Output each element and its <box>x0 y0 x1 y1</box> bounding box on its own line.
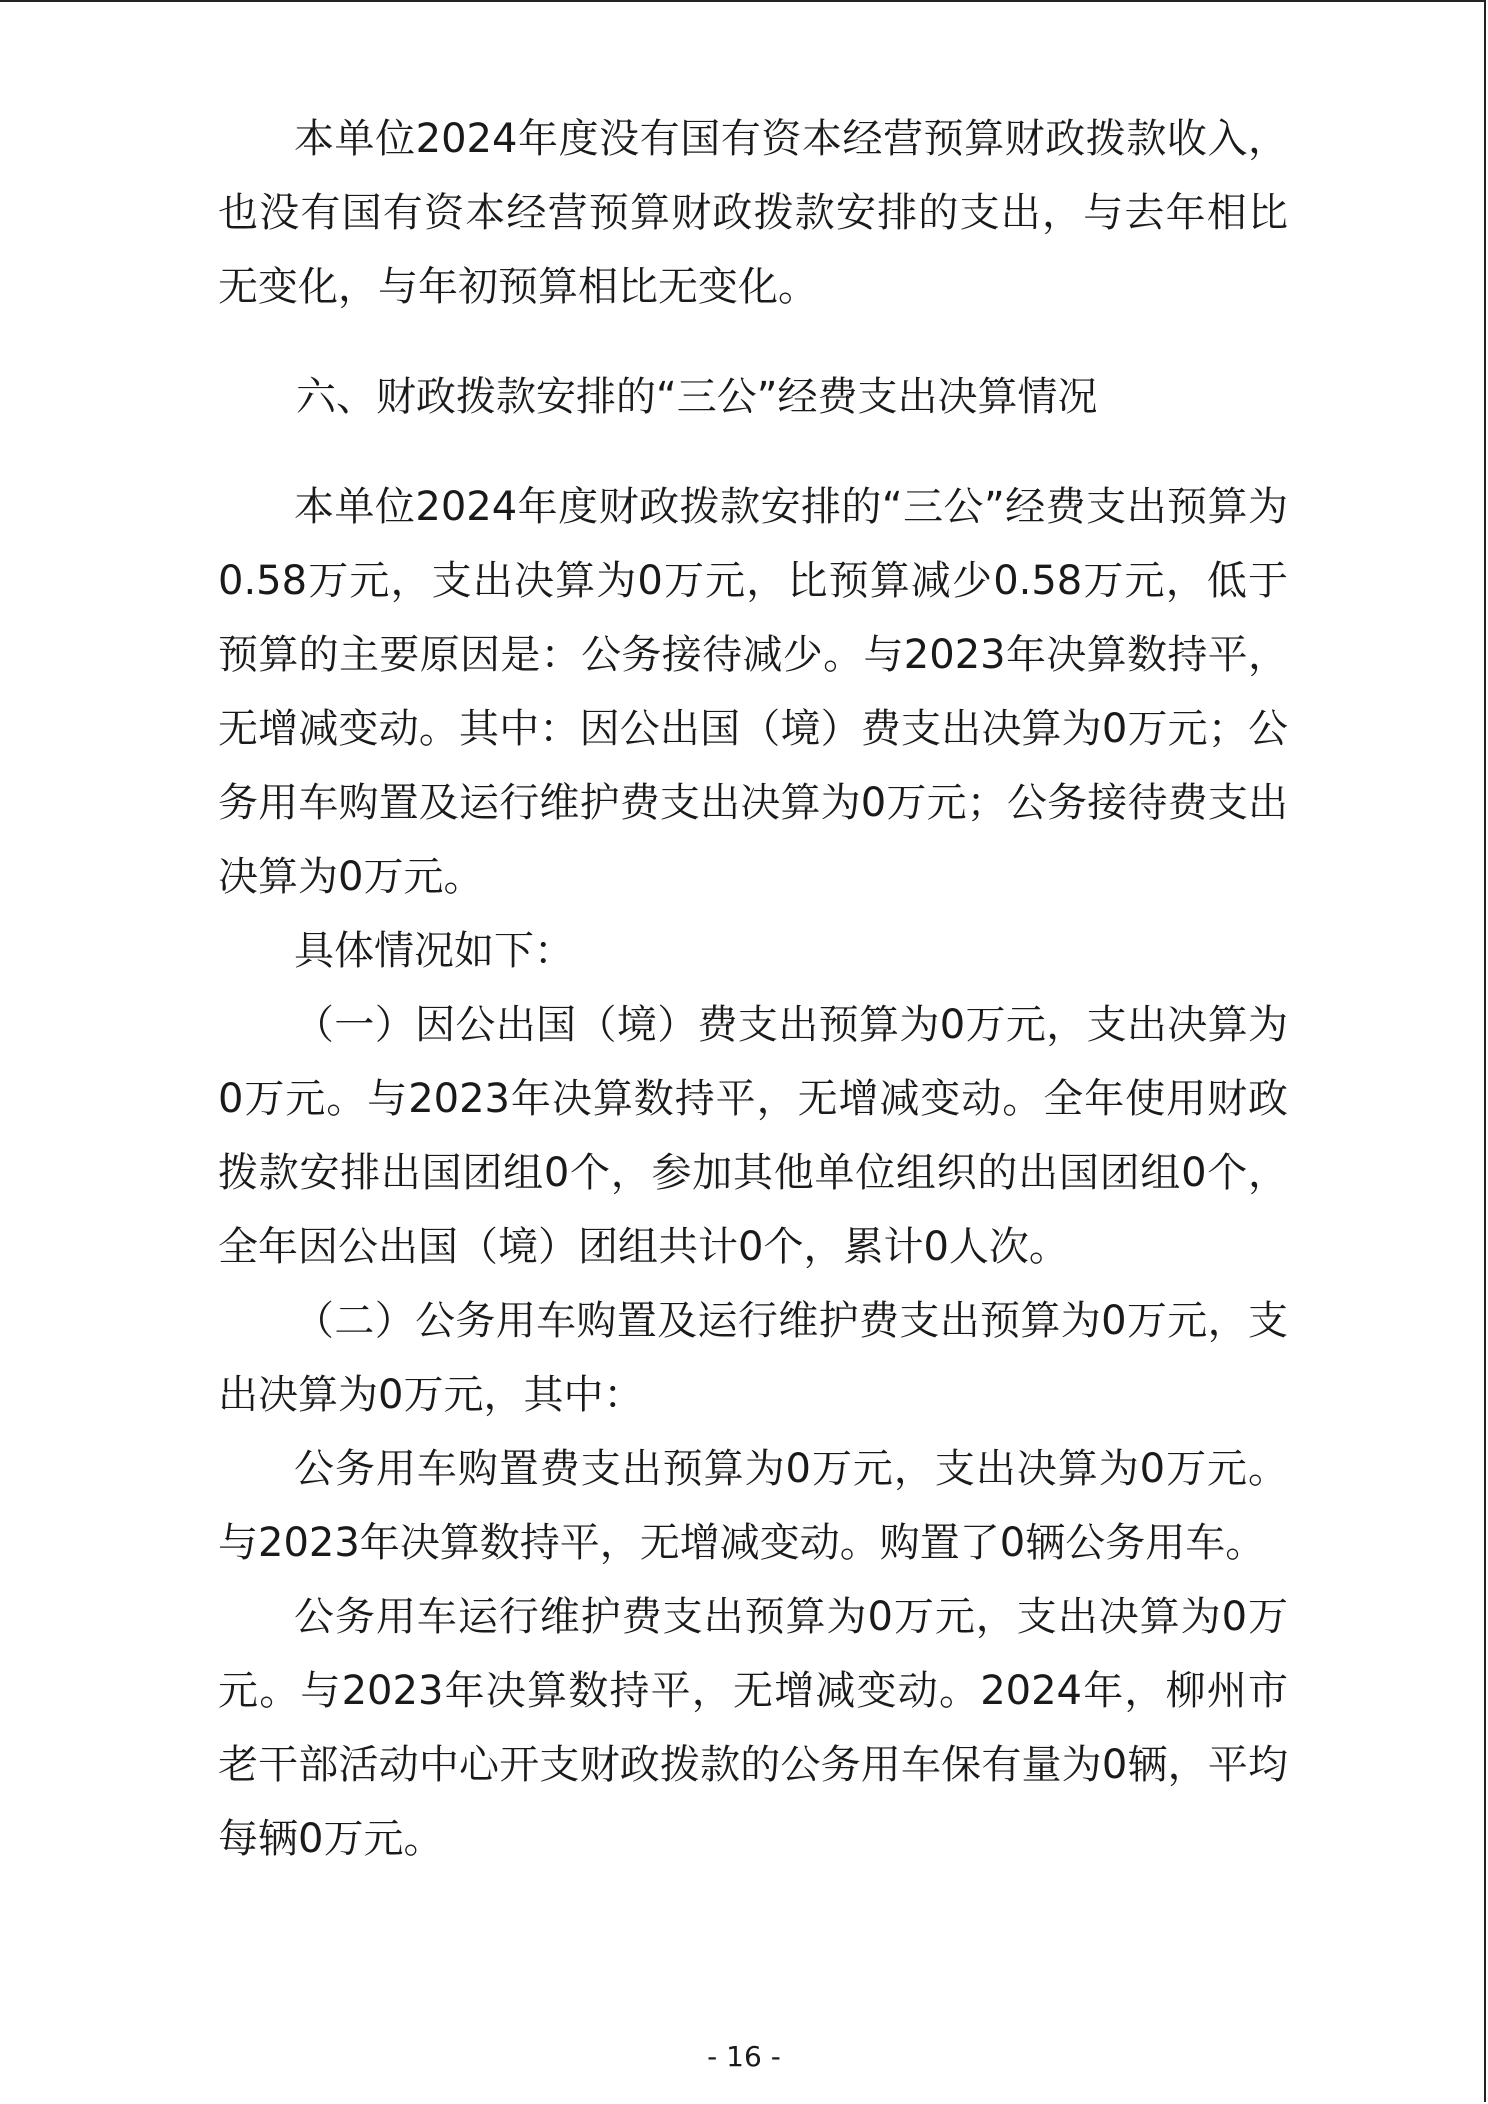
paragraph-overseas-travel: （一）因公出国（境）费支出预算为0万元，支出决算为0万元。与2023年决算数持平，无增减变动。全年使用财政拨款安排出国团组0个，参加其他单位组织的出国团组0个，全年因公出国（境）团组共计0个，累计0人次。 <box>218 1002 1288 1270</box>
paragraph-vehicle-expenses: （二）公务用车购置及运行维护费支出预算为0万元，支出决算为0万元，其中： <box>218 1298 1288 1418</box>
paragraph-three-public-summary: 本单位2024年度财政拨款安排的“三公”经费支出预算为0.58万元，支出决算为0万元，比预算减少0.58万元，低于预算的主要原因是：公务接待减少。与2023年决算数持平，无增减变动。其中：因公出国（境）费支出决算为0万元；公务用车购置及运行维护费支出决算为0万元；公务接待费支出决算为0万元。 <box>218 484 1288 900</box>
section-heading-three-public-expenses: 六、财政拨款安排的“三公”经费支出决算情况 <box>296 374 1098 420</box>
paragraph-vehicle-maintenance: 公务用车运行维护费支出预算为0万元，支出决算为0万元。与2023年决算数持平，无增减变动。2024年，柳州市老干部活动中心开支财政拨款的公务用车保有量为0辆，平均每辆0万元。 <box>218 1594 1288 1862</box>
paragraph-vehicle-purchase: 公务用车购置费支出预算为0万元，支出决算为0万元。与2023年决算数持平，无增减变动。购置了0辆公务用车。 <box>218 1446 1288 1566</box>
page-number: - 16 - <box>707 2040 781 2073</box>
paragraph-state-capital-budget: 本单位2024年度没有国有资本经营预算财政拨款收入，也没有国有资本经营预算财政拨款安排的支出，与去年相比无变化，与年初预算相比无变化。 <box>218 116 1288 310</box>
paragraph-details-intro: 具体情况如下： <box>294 928 574 974</box>
page-content <box>218 102 1288 1876</box>
